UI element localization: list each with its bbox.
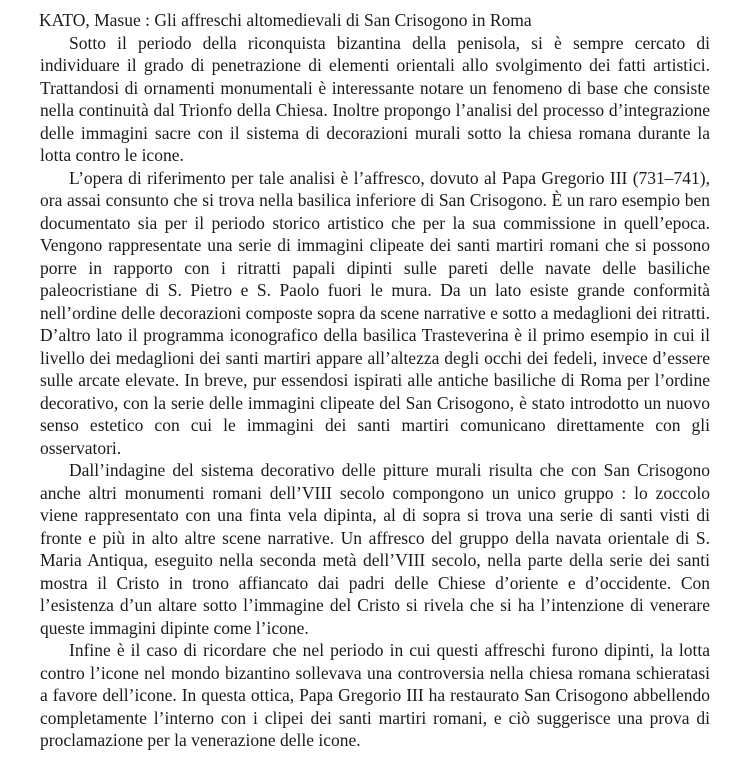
document-title: KATO, Masue : Gli affreschi altomedievali di San Crisogono in Roma (39, 10, 532, 30)
paragraph-4: Infine è il caso di ricordare che nel periodo in cui questi affreschi furono dipinti, la lotta contro l’icone nel mondo bizantino sollevava una controversia nella chiesa romana schieratasi a favore dell’icone. In questa ottica, Papa Gregorio III ha restaurato San Crisogono abbellendo completamente l’interno con i clipei dei santi martiri romani, e ciò suggerisce una prova di proclamazione per la venerazione delle icone. (40, 640, 710, 750)
paragraph-3: Dall’indagine del sistema decorativo delle pitture murali risulta che con San Crisogono anche altri monumenti romani dell’VIII secolo compongono un unico gruppo : lo zoccolo viene rappresentato con una finta vela dipinta, al di sopra si trova una serie di santi visti di fronte e più in alto altre scene narrative. Un affresco del gruppo della navata orientale di S. Maria Antiqua, eseguito nella seconda metà dell’VIII secolo, nella parte della serie dei santi mostra il Cristo in trono affiancato dai padri delle Chiese d’oriente e d’occidente. Con l’esistenza d’un altare sotto l’immagine del Cristo si rivela che si ha l’intenzione di venerare queste immagini dipinte come l’icone. (40, 460, 710, 638)
paragraph-1: Sotto il periodo della riconquista bizantina della penisola, si è sempre cercato di individuare il grado di penetrazione di elementi orientali allo svolgimento dei fatti artistici. Trattandosi di ornamenti monumentali è interessante notare un fenomeno di base che consiste nella continuità dal Trionfo della Chiesa. Inoltre propongo l’analisi del processo d’integrazione delle immagini sacre con il sistema di decorazioni murali sotto la chiesa romana durante la lotta contro le icone. (40, 32, 710, 165)
paragraph-2: L’opera di riferimento per tale analisi è l’affresco, dovuto al Papa Gregorio III (731–741), ora assai consunto che si trova nella basilica inferiore di San Crisogono. È un raro esempio ben documentato sia per il periodo storico artistico che per la sua commissione in quell’epoca. Vengono rappresentate una serie di immagini clipeate dei santi martiri romani che si possono porre in rapporto con i ritratti papali dipinti sulle pareti delle navate delle basiliche paleocristiane di S. Pietro e S. Paolo fuori le mura. Da un lato esiste grande conformità nell’ordine delle decorazioni composte sopra da scene narrative e sotto a medaglioni dei ritratti. D’altro lato il programma iconografico della basilica Trasteverina è il primo esempio in cui il livello dei medaglioni dei santi martiri appare all’altezza degli occhi dei fedeli, invece d’essere sulle arcate elevate. In breve, pur essendosi ispirati alle antiche basiliche di Roma per l’ordine decorativo, con la serie delle immagini clipeate del San Crisogono, è stato introdotto un nuovo senso estetico con cui le immagini dei santi martiri comunicano direttamente con gli osservatori. (40, 167, 710, 458)
document-page (40, 9, 710, 752)
